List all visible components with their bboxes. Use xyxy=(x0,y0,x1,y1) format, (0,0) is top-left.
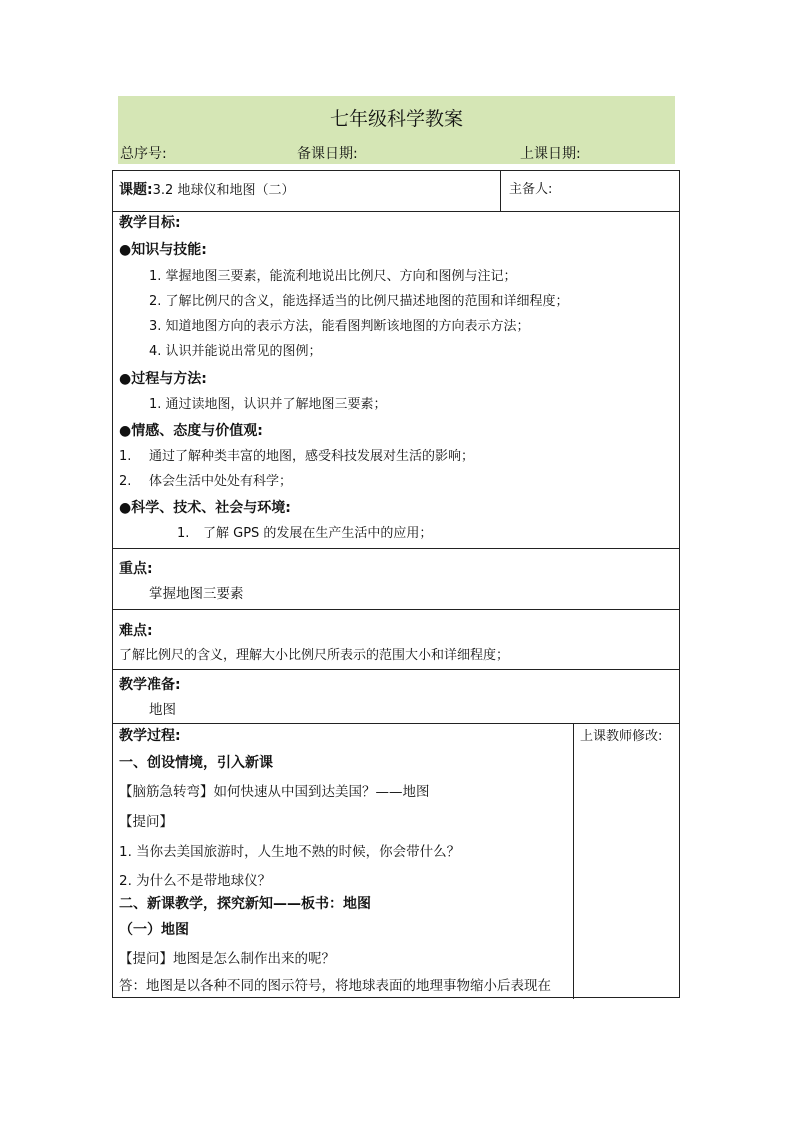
process-line: 1. 当你去美国旅游时，人生地不熟的时候，你会带什么？ xyxy=(119,844,461,860)
row-divider xyxy=(113,548,679,549)
column-divider xyxy=(573,723,574,999)
emotion-item-text: 通过了解种类丰富的地图，感受科技发展对生活的影响； xyxy=(149,449,475,464)
sts-item-number: 1. xyxy=(177,526,190,541)
meta-row xyxy=(118,143,675,163)
prep-date-label: 备课日期: xyxy=(297,146,358,162)
sts-item-text: 了解 GPS 的发展在生产生活中的应用； xyxy=(203,526,433,541)
knowledge-item: 4. 认识并能说出常见的图例； xyxy=(149,344,322,359)
topic-label: 课题: xyxy=(119,182,153,198)
process-line: 2. 为什么不是带地球仪？ xyxy=(119,873,272,889)
topic-row xyxy=(119,181,294,200)
objectives-heading: 教学目标: xyxy=(119,215,181,231)
knowledge-item: 3. 知道地图方向的表示方法，能看图判断该地图的方向表示方法； xyxy=(149,319,530,334)
row-divider xyxy=(113,723,679,724)
row-divider xyxy=(113,211,679,212)
topic-number: 3.2 xyxy=(152,183,174,198)
header-band xyxy=(118,96,675,164)
knowledge-heading: ●知识与技能: xyxy=(119,242,207,258)
serial-number-label: 总序号: xyxy=(120,146,167,162)
emotion-heading: ●情感、态度与价值观: xyxy=(119,423,263,439)
knowledge-item: 2. 了解比例尺的含义，能选择适当的比例尺描述地图的范围和详细程度； xyxy=(149,294,569,309)
row-divider xyxy=(113,609,679,610)
preparation-heading: 教学准备: xyxy=(119,677,181,693)
process-line: 【提问】 xyxy=(119,814,173,830)
difficulty-heading: 难点: xyxy=(119,623,153,639)
class-date-label: 上课日期: xyxy=(520,146,581,162)
difficulty-content: 了解比例尺的含义，理解大小比例尺所表示的范围大小和详细程度； xyxy=(119,648,510,663)
process-section-title: 二、新课教学，探究新知——板书：地图 xyxy=(119,896,371,912)
key-point-heading: 重点: xyxy=(119,561,153,577)
document-title: 七年级科学教案 xyxy=(329,108,463,130)
process-subsection-title: （一）地图 xyxy=(119,922,189,938)
row-divider xyxy=(113,669,679,670)
key-point-content: 掌握地图三要素 xyxy=(149,586,244,602)
process-method-item: 1. 通过读地图，认识并了解地图三要素； xyxy=(149,397,387,412)
topic-name: 地球仪和地图（二） xyxy=(177,183,295,198)
preparation-content: 地图 xyxy=(149,702,176,718)
emotion-item-text: 体会生活中处处有科学； xyxy=(149,474,293,489)
process-method-heading: ●过程与方法: xyxy=(119,371,207,387)
knowledge-item: 1. 掌握地图三要素，能流利地说出比例尺、方向和图例与注记； xyxy=(149,269,517,284)
process-line: 【提问】地图是怎么制作出来的呢？ xyxy=(119,951,335,967)
preparer-label: 主备人: xyxy=(509,182,553,197)
teacher-edit-label: 上课教师修改: xyxy=(580,729,663,744)
column-divider xyxy=(500,171,501,211)
emotion-item-number: 2. xyxy=(119,474,132,489)
process-heading: 教学过程: xyxy=(119,728,181,744)
emotion-item-number: 1. xyxy=(119,449,132,464)
sts-heading: ●科学、技术、社会与环境: xyxy=(119,500,291,516)
lesson-plan-table xyxy=(112,170,680,998)
process-line: 答：地图是以各种不同的图示符号，将地球表面的地理事物缩小后表现在 xyxy=(119,978,551,994)
process-section-title: 一、创设情境，引入新课 xyxy=(119,755,273,771)
process-line: 【脑筋急转弯】如何快速从中国到达美国？——地图 xyxy=(119,784,430,800)
